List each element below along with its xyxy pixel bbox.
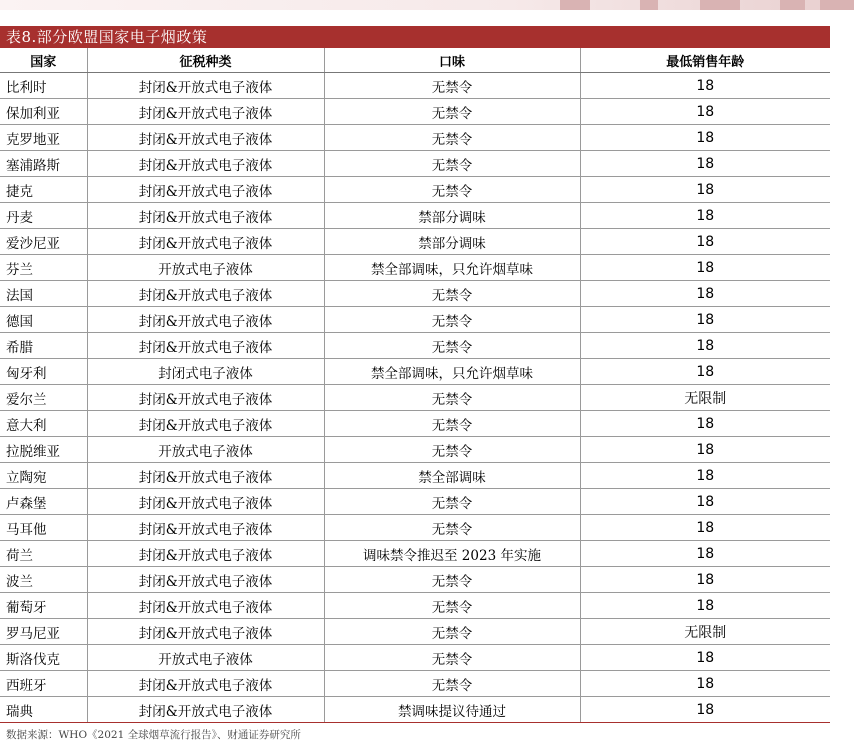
table-row [0,593,830,619]
cell-tax-type: 封闭&开放式电子液体 [87,229,324,255]
table-row [0,99,830,125]
table-row [0,255,830,281]
cell-min-age: 18 [580,593,830,619]
cell-flavor: 无禁令 [324,99,580,125]
cell-flavor: 禁全部调味，只允许烟草味 [324,359,580,385]
cell-country: 立陶宛 [0,463,87,489]
cell-country: 克罗地亚 [0,125,87,151]
header-min-age: 最低销售年龄 [580,48,830,73]
cell-country: 比利时 [0,73,87,99]
cell-country: 塞浦路斯 [0,151,87,177]
cell-min-age: 无限制 [580,619,830,645]
cell-tax-type: 开放式电子液体 [87,437,324,463]
cell-tax-type: 封闭&开放式电子液体 [87,593,324,619]
table-row [0,125,830,151]
cell-flavor: 无禁令 [324,671,580,697]
cell-tax-type: 封闭&开放式电子液体 [87,385,324,411]
cell-flavor: 无禁令 [324,73,580,99]
cell-min-age: 18 [580,255,830,281]
table-row [0,619,830,645]
cell-tax-type: 封闭&开放式电子液体 [87,489,324,515]
cell-tax-type: 封闭&开放式电子液体 [87,567,324,593]
table-row [0,385,830,411]
cell-country: 丹麦 [0,203,87,229]
cell-flavor: 无禁令 [324,307,580,333]
cell-country: 瑞典 [0,697,87,723]
table-row [0,541,830,567]
table-row [0,671,830,697]
cell-tax-type: 封闭&开放式电子液体 [87,411,324,437]
cell-min-age: 18 [580,229,830,255]
cell-tax-type: 封闭&开放式电子液体 [87,99,324,125]
table-row [0,489,830,515]
cell-min-age: 18 [580,463,830,489]
cell-country: 斯洛伐克 [0,645,87,671]
table-row [0,203,830,229]
table-row [0,437,830,463]
cell-flavor: 调味禁令推迟至 2023 年实施 [324,541,580,567]
cell-flavor: 无禁令 [324,515,580,541]
cell-flavor: 无禁令 [324,333,580,359]
cell-flavor: 禁全部调味，只允许烟草味 [324,255,580,281]
cell-min-age: 18 [580,151,830,177]
cell-tax-type: 封闭&开放式电子液体 [87,281,324,307]
cell-flavor: 无禁令 [324,619,580,645]
header-country: 国家 [0,48,87,73]
cell-flavor: 禁全部调味 [324,463,580,489]
cell-min-age: 18 [580,671,830,697]
cell-country: 法国 [0,281,87,307]
cell-country: 马耳他 [0,515,87,541]
cell-min-age: 18 [580,697,830,723]
cell-min-age: 无限制 [580,385,830,411]
cell-flavor: 无禁令 [324,385,580,411]
cell-tax-type: 开放式电子液体 [87,255,324,281]
cell-country: 爱沙尼亚 [0,229,87,255]
source-note: 数据来源：WHO《2021 全球烟草流行报告》、财通证券研究所 [6,729,301,741]
header-tax-type: 征税种类 [87,48,324,73]
cell-flavor: 禁部分调味 [324,229,580,255]
cell-tax-type: 封闭&开放式电子液体 [87,697,324,723]
cell-flavor: 无禁令 [324,177,580,203]
cell-tax-type: 封闭&开放式电子液体 [87,671,324,697]
cell-tax-type: 封闭&开放式电子液体 [87,619,324,645]
cell-tax-type: 封闭&开放式电子液体 [87,125,324,151]
cell-min-age: 18 [580,411,830,437]
cell-tax-type: 封闭&开放式电子液体 [87,333,324,359]
cell-flavor: 无禁令 [324,281,580,307]
cell-country: 荷兰 [0,541,87,567]
cell-country: 罗马尼亚 [0,619,87,645]
cell-country: 波兰 [0,567,87,593]
cell-country: 葡萄牙 [0,593,87,619]
table-row [0,697,830,723]
cell-min-age: 18 [580,125,830,151]
cell-tax-type: 封闭&开放式电子液体 [87,307,324,333]
cell-min-age: 18 [580,541,830,567]
cell-min-age: 18 [580,515,830,541]
cell-tax-type: 封闭&开放式电子液体 [87,73,324,99]
cell-tax-type: 封闭&开放式电子液体 [87,151,324,177]
cell-flavor: 无禁令 [324,645,580,671]
cell-min-age: 18 [580,281,830,307]
cell-flavor: 无禁令 [324,567,580,593]
cell-min-age: 18 [580,489,830,515]
cell-country: 西班牙 [0,671,87,697]
cell-flavor: 无禁令 [324,437,580,463]
cell-flavor: 无禁令 [324,593,580,619]
table-row [0,333,830,359]
cell-min-age: 18 [580,99,830,125]
table-row [0,359,830,385]
cell-min-age: 18 [580,73,830,99]
cell-tax-type: 封闭&开放式电子液体 [87,541,324,567]
table-row [0,463,830,489]
table-row [0,229,830,255]
table-row [0,645,830,671]
table-row [0,73,830,99]
cell-country: 保加利亚 [0,99,87,125]
table-row [0,177,830,203]
cell-country: 爱尔兰 [0,385,87,411]
cell-flavor: 禁部分调味 [324,203,580,229]
table-row [0,151,830,177]
cell-flavor: 无禁令 [324,151,580,177]
cell-min-age: 18 [580,437,830,463]
cell-country: 卢森堡 [0,489,87,515]
table-row [0,515,830,541]
header-flavor: 口味 [324,48,580,73]
cell-min-age: 18 [580,307,830,333]
cell-tax-type: 封闭&开放式电子液体 [87,463,324,489]
cell-country: 希腊 [0,333,87,359]
cell-min-age: 18 [580,567,830,593]
cell-tax-type: 封闭&开放式电子液体 [87,515,324,541]
cell-min-age: 18 [580,359,830,385]
cell-tax-type: 封闭&开放式电子液体 [87,203,324,229]
cell-tax-type: 开放式电子液体 [87,645,324,671]
cell-min-age: 18 [580,645,830,671]
table-title: 表8.部分欧盟国家电子烟政策 [0,26,830,48]
top-decoration-strip [0,0,854,10]
cell-flavor: 禁调味提议待通过 [324,697,580,723]
cell-min-age: 18 [580,203,830,229]
cell-tax-type: 封闭&开放式电子液体 [87,177,324,203]
table-row [0,411,830,437]
table-row [0,307,830,333]
table-row [0,567,830,593]
cell-country: 匈牙利 [0,359,87,385]
cell-country: 芬兰 [0,255,87,281]
cell-flavor: 无禁令 [324,125,580,151]
cell-country: 意大利 [0,411,87,437]
header-row [0,48,830,73]
cell-country: 德国 [0,307,87,333]
policy-table [0,48,830,723]
cell-min-age: 18 [580,177,830,203]
cell-flavor: 无禁令 [324,411,580,437]
cell-country: 捷克 [0,177,87,203]
table-row [0,281,830,307]
cell-country: 拉脱维亚 [0,437,87,463]
cell-tax-type: 封闭式电子液体 [87,359,324,385]
cell-flavor: 无禁令 [324,489,580,515]
cell-min-age: 18 [580,333,830,359]
